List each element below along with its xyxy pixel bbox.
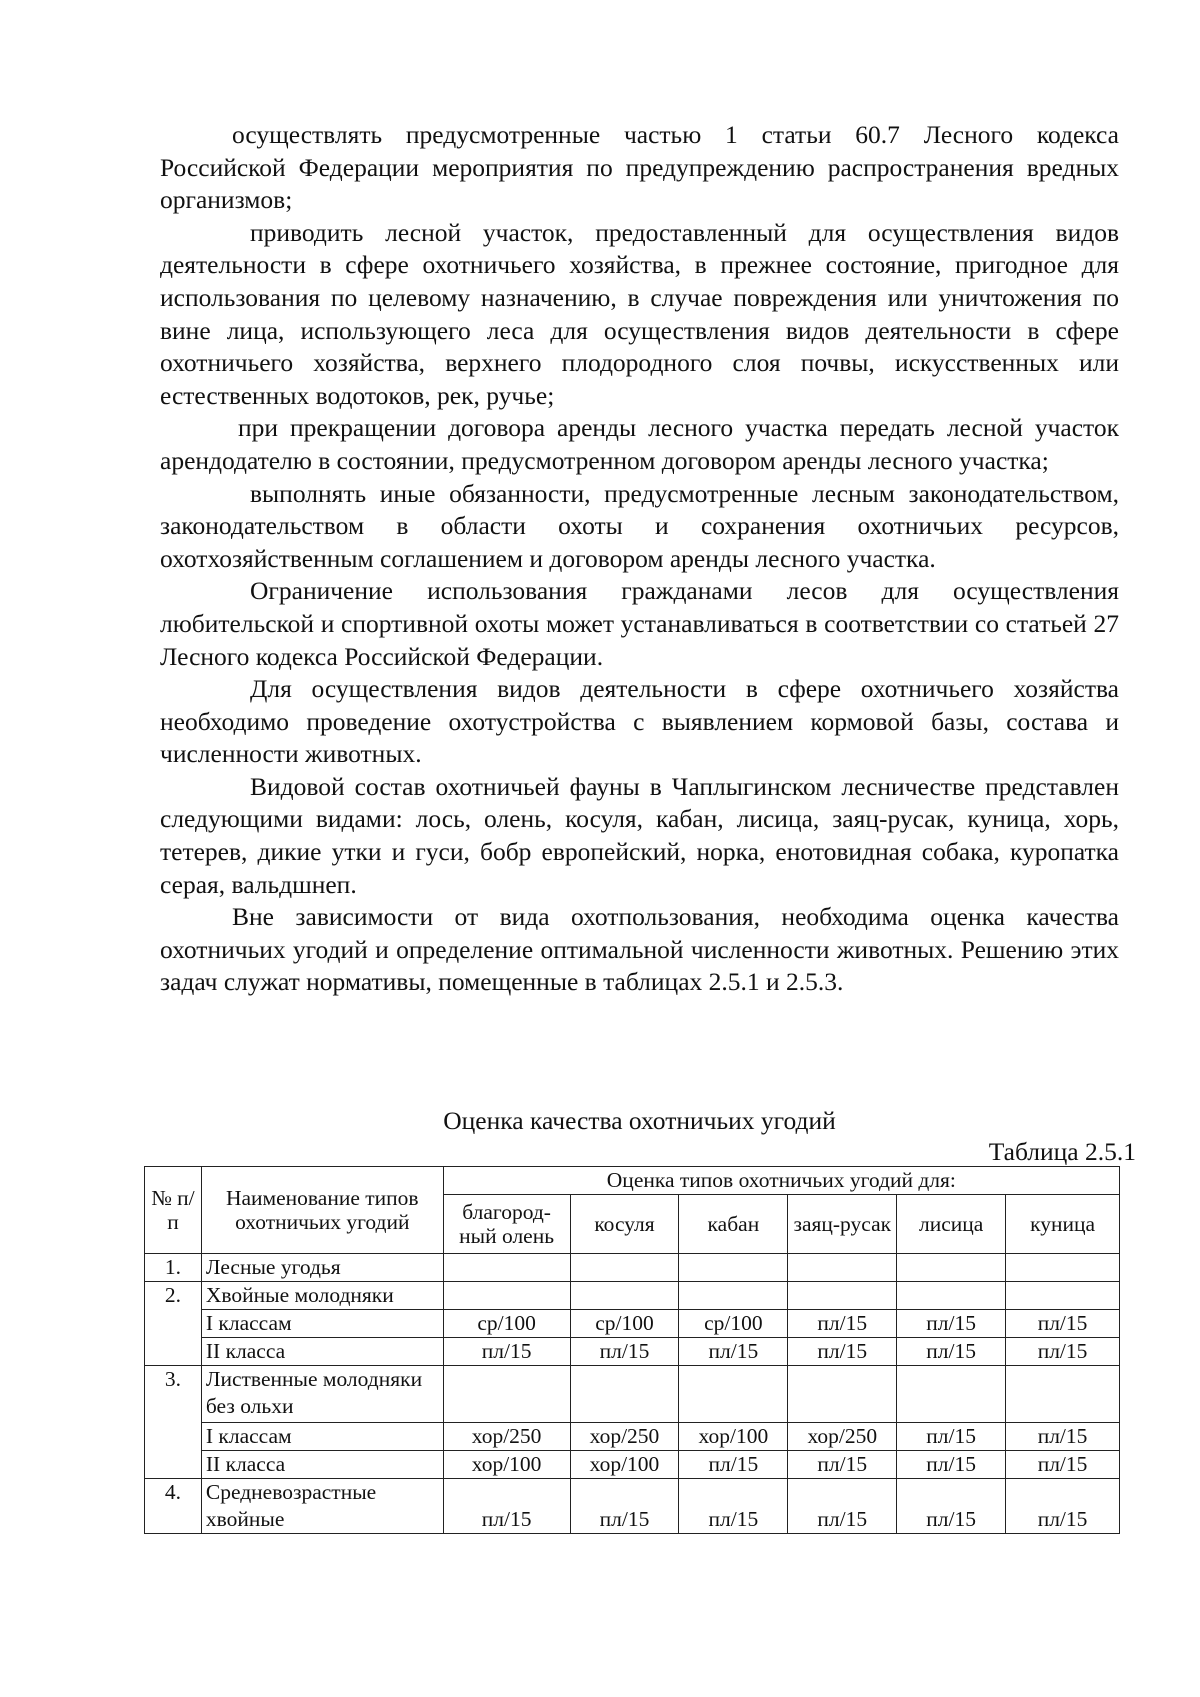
row-name: хвойные bbox=[201, 1506, 443, 1534]
header-col: куница bbox=[1006, 1195, 1120, 1254]
table-cell: пл/15 bbox=[443, 1338, 570, 1366]
table-cell: пл/15 bbox=[1006, 1506, 1120, 1534]
table-cell: пл/15 bbox=[788, 1338, 897, 1366]
table-row bbox=[145, 1366, 1120, 1423]
paragraph: Для осуществления видов деятельности в сфере охотничьего хозяйства необходимо проведение охотустройства с выявлением кормовой базы, состава и численности животных. bbox=[160, 674, 1119, 769]
table-cell: пл/15 bbox=[897, 1310, 1006, 1338]
row-num: 1. bbox=[145, 1254, 202, 1282]
table-cell: пл/15 bbox=[1006, 1451, 1120, 1479]
table-cell: пл/15 bbox=[897, 1506, 1006, 1534]
row-num: 4. bbox=[145, 1479, 202, 1507]
row-name: Средневозрастные bbox=[201, 1479, 443, 1507]
table-cell: пл/15 bbox=[1006, 1423, 1120, 1451]
table-cell: ср/100 bbox=[443, 1310, 570, 1338]
table-cell: пл/15 bbox=[570, 1338, 679, 1366]
paragraph: Видовой состав охотничьей фауны в Чаплыгинском лесничестве представлен следующими видами: лось, олень, косуля, кабан, лисица, заяц-русак, куница, хорь, тетерев, дикие утки и гуси, бобр европейский, норка, енотовидная собака, куропатка серая, вальдшнеп. bbox=[160, 771, 1119, 899]
paragraph: Вне зависимости от вида охотпользования, необходима оценка качества охотничьих угодий и определение оптимальной численности животных. Решению этих задач служат нормативы, помещенные в таблицах 2.5.1 и 2.5.3. bbox=[160, 902, 1119, 997]
header-col: благород-ный олень bbox=[443, 1195, 570, 1254]
header-col: кабан bbox=[679, 1195, 788, 1254]
row-name: II класса bbox=[201, 1451, 443, 1479]
table-cell: пл/15 bbox=[679, 1451, 788, 1479]
header-num: № п/п bbox=[145, 1167, 202, 1254]
table-row bbox=[145, 1423, 1120, 1451]
row-num: 3. bbox=[145, 1366, 202, 1423]
table-cell: пл/15 bbox=[788, 1506, 897, 1534]
row-name: Лесные угодья bbox=[201, 1254, 443, 1282]
table-title: Оценка качества охотничьих угодий bbox=[443, 1106, 836, 1135]
table-cell: пл/15 bbox=[443, 1506, 570, 1534]
body-text bbox=[160, 119, 1119, 999]
paragraph: при прекращении договора аренды лесного участка передать лесной участок арендодателю в состоянии, предусмотренном договором аренды лесного участка; bbox=[160, 413, 1119, 475]
table-number: Таблица 2.5.1 bbox=[988, 1137, 1136, 1166]
row-name: Хвойные молодняки bbox=[201, 1282, 443, 1310]
table-cell: хор/250 bbox=[570, 1423, 679, 1451]
table-cell: пл/15 bbox=[788, 1310, 897, 1338]
row-name: I классам bbox=[201, 1423, 443, 1451]
header-group: Оценка типов охотничьих угодий для: bbox=[443, 1167, 1119, 1195]
table-row bbox=[145, 1479, 1120, 1507]
header-name: Наименование типов охотничьих угодий bbox=[201, 1167, 443, 1254]
table-cell: пл/15 bbox=[897, 1338, 1006, 1366]
table-cell: пл/15 bbox=[1006, 1338, 1120, 1366]
table-row bbox=[145, 1338, 1120, 1366]
table-cell: ср/100 bbox=[679, 1310, 788, 1338]
row-name: II класса bbox=[201, 1338, 443, 1366]
paragraph: выполнять иные обязанности, предусмотренные лесным законодательством, законодательством в области охоты и сохранения охотничьих ресурсов, охотхозяйственным соглашением и договором аренды лесного участка. bbox=[160, 478, 1119, 573]
header-col: заяц-русак bbox=[788, 1195, 897, 1254]
table-row bbox=[145, 1451, 1120, 1479]
table-cell: пл/15 bbox=[679, 1506, 788, 1534]
table-cell: хор/250 bbox=[788, 1423, 897, 1451]
table-cell: ср/100 bbox=[570, 1310, 679, 1338]
table-cell: хор/100 bbox=[679, 1423, 788, 1451]
paragraph: осуществлять предусмотренные частью 1 статьи 60.7 Лесного кодекса Российской Федерации мероприятия по предупреждению распространения вредных организмов; bbox=[160, 120, 1119, 215]
table-row bbox=[145, 1310, 1120, 1338]
table-cell: пл/15 bbox=[570, 1506, 679, 1534]
table-cell: пл/15 bbox=[679, 1338, 788, 1366]
row-name: Лиственные молодняки без ольхи bbox=[201, 1366, 443, 1423]
table-cell: пл/15 bbox=[897, 1423, 1006, 1451]
paragraph: приводить лесной участок, предоставленный для осуществления видов деятельности в сфере охотничьего хозяйства, в прежнее состояние, пригодное для использования по целевому назначению, в случае повреждения или уничтожения по вине лица, использующего леса для осуществления видов деятельности в сфере охотничьего хозяйства, верхнего плодородного слоя почвы, искусственных или естественных водотоков, рек, ручье; bbox=[160, 217, 1119, 410]
table-cell: хор/250 bbox=[443, 1423, 570, 1451]
row-num: 2. bbox=[145, 1282, 202, 1310]
table-cell: пл/15 bbox=[1006, 1310, 1120, 1338]
table-cell: хор/100 bbox=[570, 1451, 679, 1479]
hunting-grounds-table bbox=[144, 1166, 1120, 1534]
table-row bbox=[145, 1282, 1120, 1310]
row-name: I классам bbox=[201, 1310, 443, 1338]
table-row bbox=[145, 1506, 1120, 1534]
table-cell: пл/15 bbox=[788, 1451, 897, 1479]
paragraph: Ограничение использования гражданами лесов для осуществления любительской и спортивной охоты может устанавливаться в соответствии со статьей 27 Лесного кодекса Российской Федерации. bbox=[160, 576, 1119, 671]
header-col: лисица bbox=[897, 1195, 1006, 1254]
table-row bbox=[145, 1254, 1120, 1282]
table-cell: хор/100 bbox=[443, 1451, 570, 1479]
table-cell: пл/15 bbox=[897, 1451, 1006, 1479]
header-col: косуля bbox=[570, 1195, 679, 1254]
